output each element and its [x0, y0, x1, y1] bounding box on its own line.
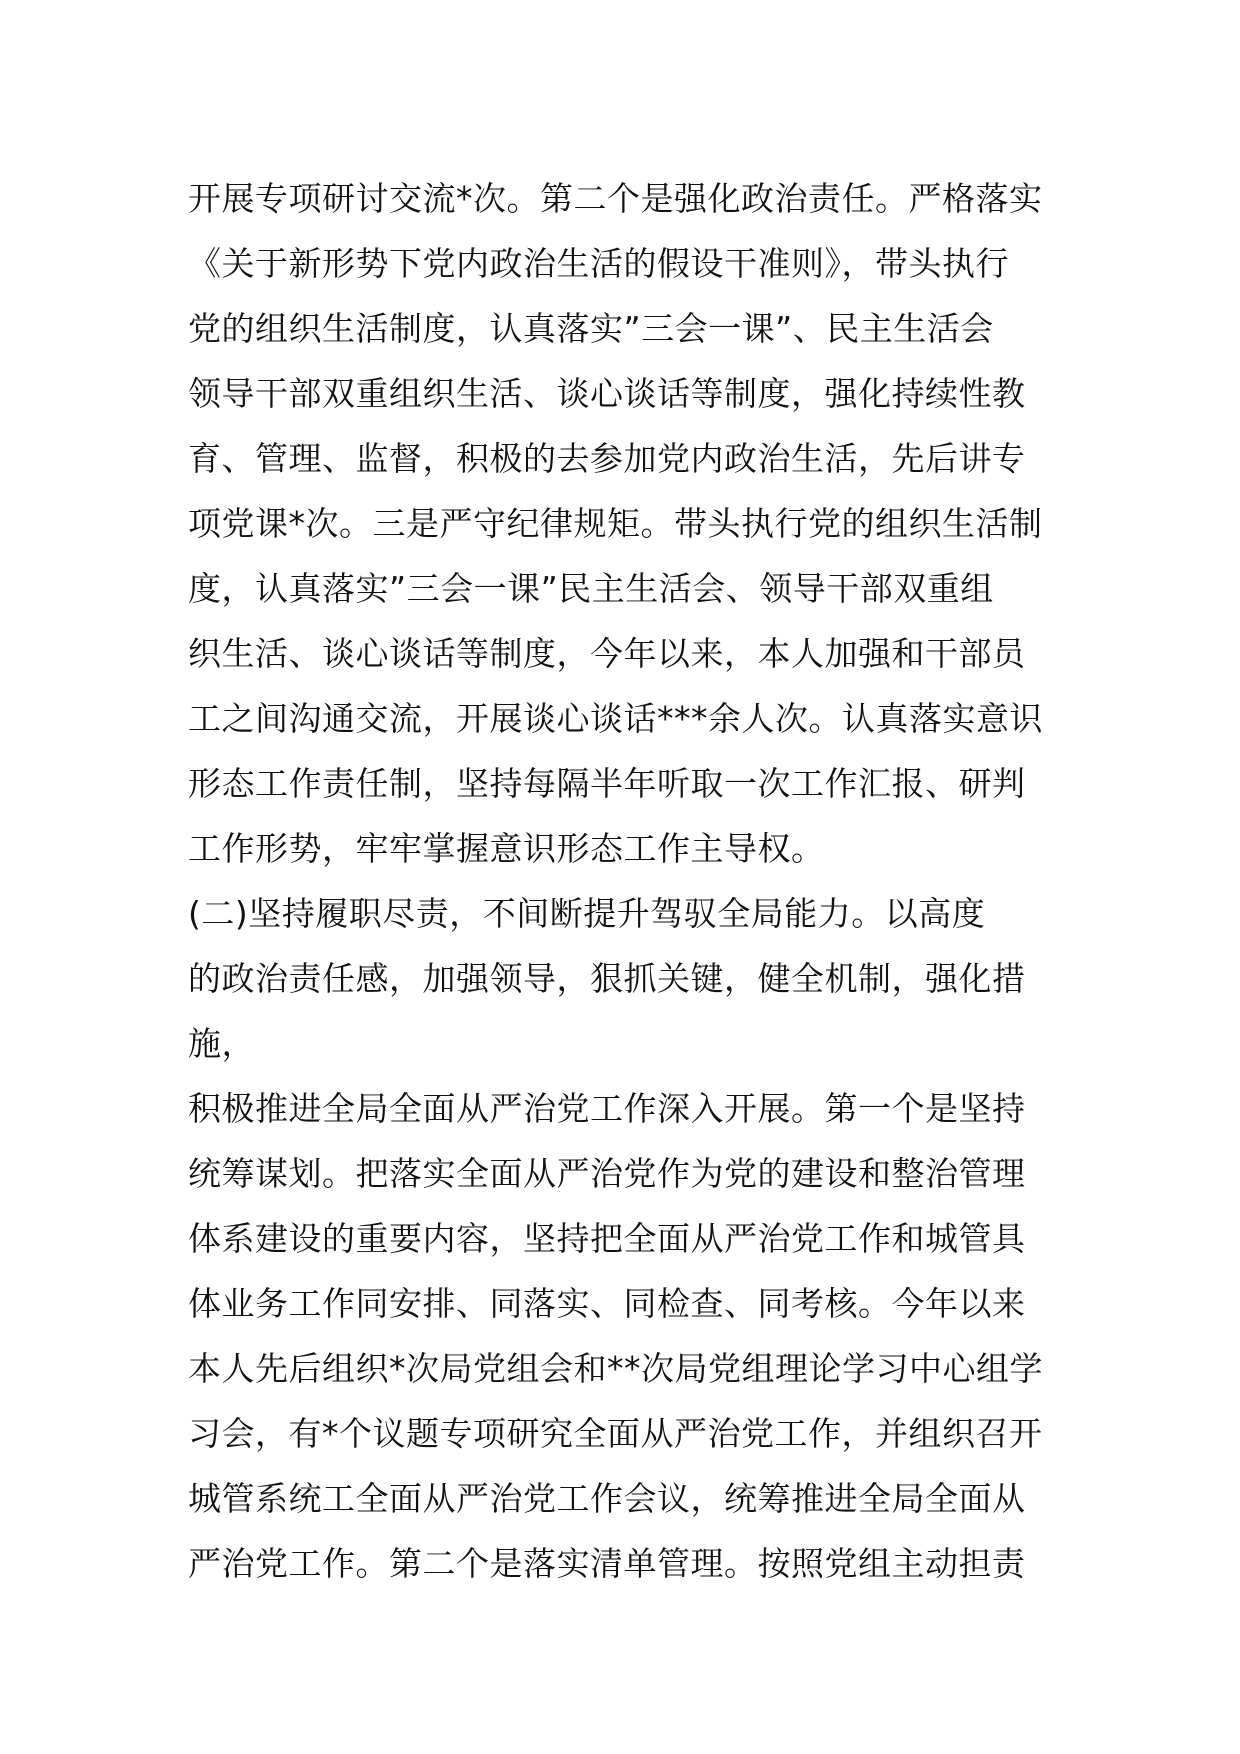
text-line: 严治党工作。第二个是落实清单管理。按照党组主动担责 [188, 1544, 1026, 1583]
text-line: 体系建设的重要内容，坚持把全面从严治党工作和城管具 [188, 1219, 1026, 1258]
body-text [188, 166, 1068, 1596]
text-line: 开展专项研讨交流*次。第二个是强化政治责任。严格落实 [188, 179, 1043, 218]
text-line: 领导干部双重组织生活、谈心谈话等制度，强化持续性教 [188, 374, 1026, 413]
text-line: 工作形势，牢牢掌握意识形态工作主导权。 [188, 829, 825, 868]
text-line: 城管系统工全面从严治党工作会议，统筹推进全局全面从 [188, 1479, 1026, 1518]
text-line: 习会，有*个议题专项研究全面从严治党工作，并组织召开 [188, 1414, 1043, 1453]
text-line: 育、管理、监督，积极的去参加党内政治生活，先后讲专 [188, 439, 1026, 478]
text-line: 党的组织生活制度，认真落实”三会一课”、民主生活会 [188, 309, 994, 348]
text-line: 形态工作责任制，坚持每隔半年听取一次工作汇报、研判 [188, 764, 1026, 803]
text-line: 工之间沟通交流，开展谈心谈话***余人次。认真落实意识 [188, 699, 1043, 738]
text-line: 统筹谋划。把落实全面从严治党作为党的建设和整治管理 [188, 1154, 1026, 1193]
text-line: 《关于新形势下党内政治生活的假设干准则》，带头执行 [188, 244, 1009, 283]
text-line: 项党课*次。三是严守纪律规矩。带头执行党的组织生活制 [188, 504, 1043, 543]
text-line: 的政治责任感，加强领导，狠抓关键，健全机制，强化措 [188, 959, 1026, 998]
text-line: 度，认真落实”三会一课”民主生活会、领导干部双重组 [188, 569, 994, 608]
text-line: 施， [188, 1024, 255, 1063]
text-line: 体业务工作同安排、同落实、同检查、同考核。今年以来 [188, 1284, 1026, 1323]
section-heading-line: (二)坚持履职尽责，不间断提升驾驭全局能力。以高度 [188, 894, 986, 933]
text-line: 本人先后组织*次局党组会和**次局党组理论学习中心组学 [188, 1349, 1043, 1388]
text-line: 织生活、谈心谈话等制度，今年以来，本人加强和干部员 [188, 634, 1026, 673]
text-line: 积极推进全局全面从严治党工作深入开展。第一个是坚持 [188, 1089, 1026, 1128]
